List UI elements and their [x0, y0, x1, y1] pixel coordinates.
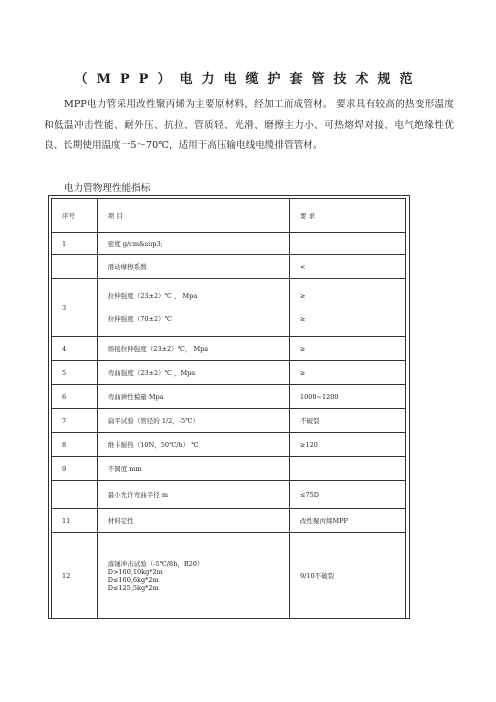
- row-requirement: ≥: [290, 337, 406, 361]
- row-requirement: ≥120: [290, 433, 406, 457]
- row-requirement: [290, 233, 406, 255]
- row-requirement: 1000~1200: [290, 385, 406, 409]
- table-row: [52, 409, 406, 433]
- row-item: 不圆度 mm: [97, 457, 289, 481]
- row-no: 3: [52, 279, 98, 337]
- row-item-line: D>160,10kg*2m: [107, 568, 163, 576]
- table-row: [52, 385, 406, 409]
- header-requirement: 要 求: [290, 199, 406, 233]
- table-row: [52, 481, 406, 509]
- table-row: [52, 433, 406, 457]
- row-no: 4: [52, 337, 98, 361]
- row-no: [52, 255, 98, 279]
- row-item-line: 拉伸强度（70±2）℃: [107, 314, 172, 323]
- row-no: 6: [52, 385, 98, 409]
- row-requirement: 9/10不破裂: [290, 533, 406, 619]
- header-no: 序号: [52, 199, 98, 233]
- row-item: [97, 533, 289, 619]
- spec-table: [51, 198, 406, 619]
- row-no: 12: [52, 533, 98, 619]
- intro-paragraph: MPP电力管采用改性聚丙烯为主要原材料，经加工而成管材。 要求具有较高的热变形温度和低温冲击性能、耐外压、抗拉、管质轻、光滑、磨擦主力小、可热熔焊对接、电气绝缘性优良、长期使用温度一5～70℃，适用于高压输电线电缆排管管材。: [44, 99, 454, 151]
- row-requirement: [290, 457, 406, 481]
- row-requirement: ≥: [290, 361, 406, 385]
- row-item-line: D≤160,6kg*2m: [107, 576, 159, 584]
- row-item: 弯曲弹性模量 Mpa: [97, 385, 289, 409]
- table-row: [52, 279, 406, 337]
- row-requirement-line: ≥: [300, 291, 306, 300]
- row-item: 熔接拉伸强度（23±2）℃， Mpa: [97, 337, 289, 361]
- row-item: 滑动摩擦系数: [97, 255, 289, 279]
- header-item: 项 目: [97, 199, 289, 233]
- row-no: 1: [52, 233, 98, 255]
- row-no: 8: [52, 433, 98, 457]
- row-item: 最小允许弯曲半径 m: [97, 481, 289, 509]
- row-item-line: 落锤冲击试验（-5℃/8h，R20）: [107, 560, 204, 568]
- row-item: 弯曲强度（23±2）℃ ，Mpa: [97, 361, 289, 385]
- row-no: 7: [52, 409, 98, 433]
- table-caption: 电力管物理性能指标: [64, 183, 151, 194]
- row-requirement: <: [290, 255, 406, 279]
- row-requirement: 不破裂: [290, 409, 406, 433]
- row-item: 密度 g/cm&sup3;: [97, 233, 289, 255]
- row-requirement: 改性聚丙烯MPP: [290, 509, 406, 533]
- row-item-line: 拉伸强度（23±2）℃ ， Mpa: [107, 291, 198, 300]
- table-row: [52, 337, 406, 361]
- table-header-row: [52, 199, 406, 233]
- row-requirement-line: ≥: [300, 314, 306, 323]
- row-item: 维卡耐热（10N，50℃/h） ℃: [97, 433, 289, 457]
- table-row: [52, 509, 406, 533]
- row-item: [97, 279, 289, 337]
- row-requirement: [290, 279, 406, 337]
- row-no: 11: [52, 509, 98, 533]
- table-row: [52, 233, 406, 255]
- row-item: 扁平试验（管径的 1/2，-5℃）: [97, 409, 289, 433]
- spec-table-frame: [48, 195, 410, 619]
- table-row: [52, 533, 406, 619]
- row-no: 5: [52, 361, 98, 385]
- row-no: [52, 481, 98, 509]
- table-row: [52, 361, 406, 385]
- row-no: 9: [52, 457, 98, 481]
- table-row: [52, 457, 406, 481]
- table-row: [52, 255, 406, 279]
- row-item: 材料定性: [97, 509, 289, 533]
- row-item-line: D≤125,5kg*2m: [107, 584, 159, 592]
- row-requirement: ≤75D: [290, 481, 406, 509]
- document-title: （MPP）电力电缆护套管技术规范: [74, 72, 422, 87]
